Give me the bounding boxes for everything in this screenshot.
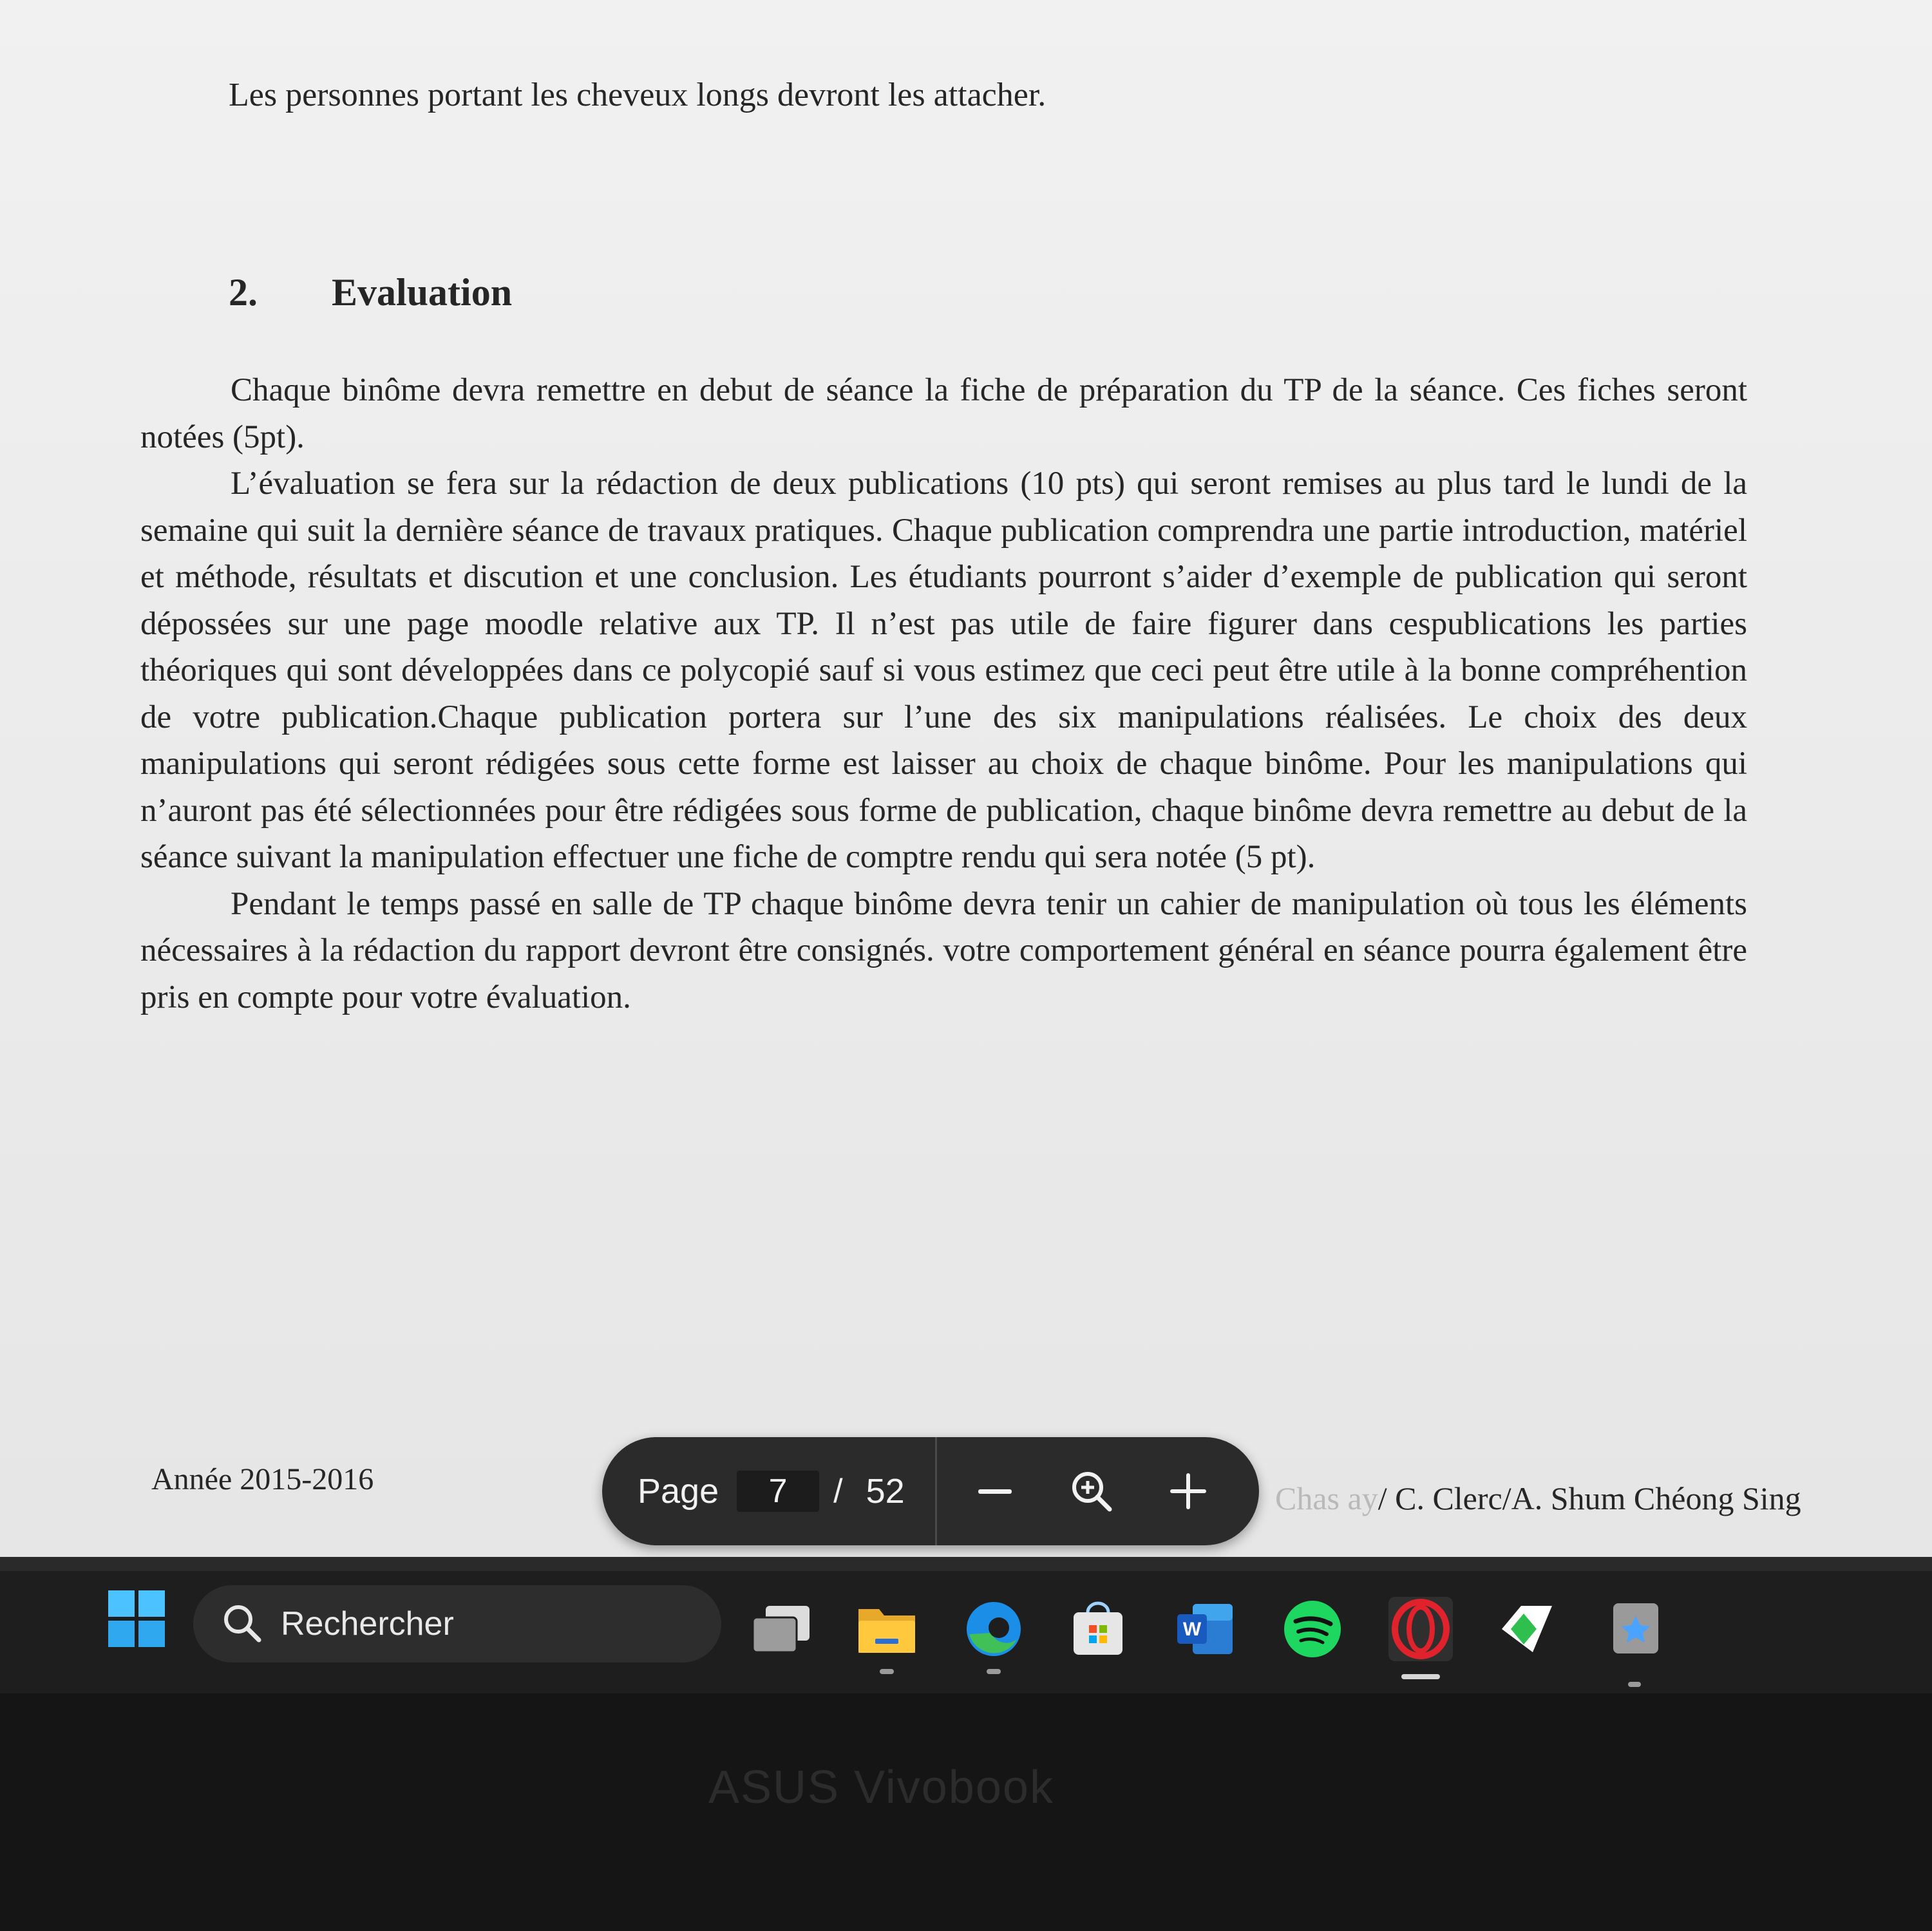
- edge-browser-icon: [963, 1598, 1025, 1660]
- running-indicator: [987, 1669, 1001, 1674]
- running-indicator: [880, 1669, 894, 1674]
- magnifier-plus-icon: [1068, 1468, 1115, 1514]
- taskbar-app-photos[interactable]: [1604, 1597, 1668, 1661]
- search-placeholder: Rechercher: [281, 1605, 454, 1643]
- taskbar-task-view[interactable]: [749, 1597, 813, 1661]
- taskbar-word[interactable]: [1172, 1597, 1236, 1661]
- section-number: 2.: [229, 271, 258, 314]
- taskbar-opera[interactable]: [1388, 1597, 1453, 1661]
- footer-authors-obscured: Chas ay: [1275, 1480, 1378, 1516]
- page-navigation: [602, 1437, 937, 1545]
- svg-text:W: W: [1182, 1619, 1202, 1640]
- page-label: Page: [638, 1472, 719, 1511]
- plus-icon: [1168, 1471, 1209, 1512]
- page-separator: /: [833, 1473, 843, 1510]
- zoom-in-button[interactable]: [1162, 1465, 1214, 1517]
- green-diamond-app-icon: [1497, 1598, 1558, 1660]
- minus-icon: [976, 1472, 1014, 1511]
- footer-year: Année 2015-2016: [151, 1462, 374, 1496]
- footer-authors: [1275, 1480, 1801, 1517]
- taskbar-search-box[interactable]: [193, 1585, 721, 1663]
- opera-icon: [1390, 1598, 1452, 1660]
- taskbar-app-green[interactable]: [1495, 1597, 1560, 1661]
- zoom-out-button[interactable]: [969, 1465, 1021, 1517]
- fit-page-button[interactable]: [1066, 1465, 1117, 1517]
- search-icon: [220, 1601, 265, 1646]
- page-number-input[interactable]: 7: [737, 1471, 819, 1512]
- pdf-page-toolbar: [602, 1437, 1259, 1545]
- paragraph: Chaque binôme devra remettre en debut de séance la fiche de préparation du TP de la séance. Ces fiches seront notées (5pt).: [140, 372, 1747, 455]
- taskbar-microsoft-store[interactable]: [1066, 1597, 1130, 1661]
- active-indicator: [1401, 1674, 1440, 1679]
- taskbar-file-explorer[interactable]: [855, 1597, 919, 1661]
- section-heading: [229, 270, 512, 315]
- start-button[interactable]: [108, 1590, 165, 1647]
- folder-icon: [856, 1601, 918, 1657]
- section-title: Evaluation: [332, 271, 513, 314]
- star-app-icon: [1607, 1598, 1665, 1660]
- laptop-brand: ASUS Vivobook: [708, 1762, 1054, 1813]
- spotify-icon: [1282, 1598, 1343, 1660]
- zoom-controls: [937, 1437, 1214, 1545]
- page-total: 52: [866, 1472, 905, 1511]
- windows-logo-icon: [108, 1590, 165, 1647]
- paragraph: Pendant le temps passé en salle de TP chaque binôme devra tenir un cahier de manipulation où tous les éléments nécessaires à la rédaction du rapport devront être consignés. votre comportement général en séance pourra également être pris en compte pour votre évaluation.: [140, 885, 1747, 1015]
- task-view-icon: [750, 1603, 812, 1655]
- word-icon: [1173, 1600, 1235, 1658]
- store-bag-icon: [1067, 1598, 1129, 1660]
- section-body: [140, 367, 1747, 1021]
- taskbar-edge[interactable]: [961, 1597, 1026, 1661]
- taskbar-spotify[interactable]: [1280, 1597, 1345, 1661]
- footer-authors-text: / C. Clerc/A. Shum Chéong Sing: [1378, 1480, 1801, 1516]
- paragraph: L’évaluation se fera sur la rédaction de deux publications (10 pts) qui seront remises au plus tard le lundi de la semaine qui suit la dernière séance de travaux pratiques. Chaque publication comprendra une partie introduction, matériel et méthode, résultats et discution et une conclusion. Les étudiants pourront s’aider d’exemple de publication qui seront dépossées sur une page moodle relative aux TP. Il n’est pas utile de faire figurer dans cespublications les parties théoriques qui sont développées dans ce polycopié sauf si vous estimez que ceci peut être utile à la bonne compréhention de votre publication.Chaque publication portera sur l’une des six manipulations réalisées. Le choix des deux manipulations qui seront rédigées sous cette forme est laisser au choix de chaque binôme. Pour les manipulations qui n’auront pas été sélectionnées pour être rédigées sous forme de publication, chaque binôme devra remettre au debut de la séance suivant la manipulation effectuer une fiche de comptre rendu qui sera notée (5 pt).: [140, 466, 1747, 875]
- doc-line: Les personnes portant les cheveux longs devront les attacher.: [229, 77, 1046, 113]
- running-indicator: [1628, 1682, 1641, 1687]
